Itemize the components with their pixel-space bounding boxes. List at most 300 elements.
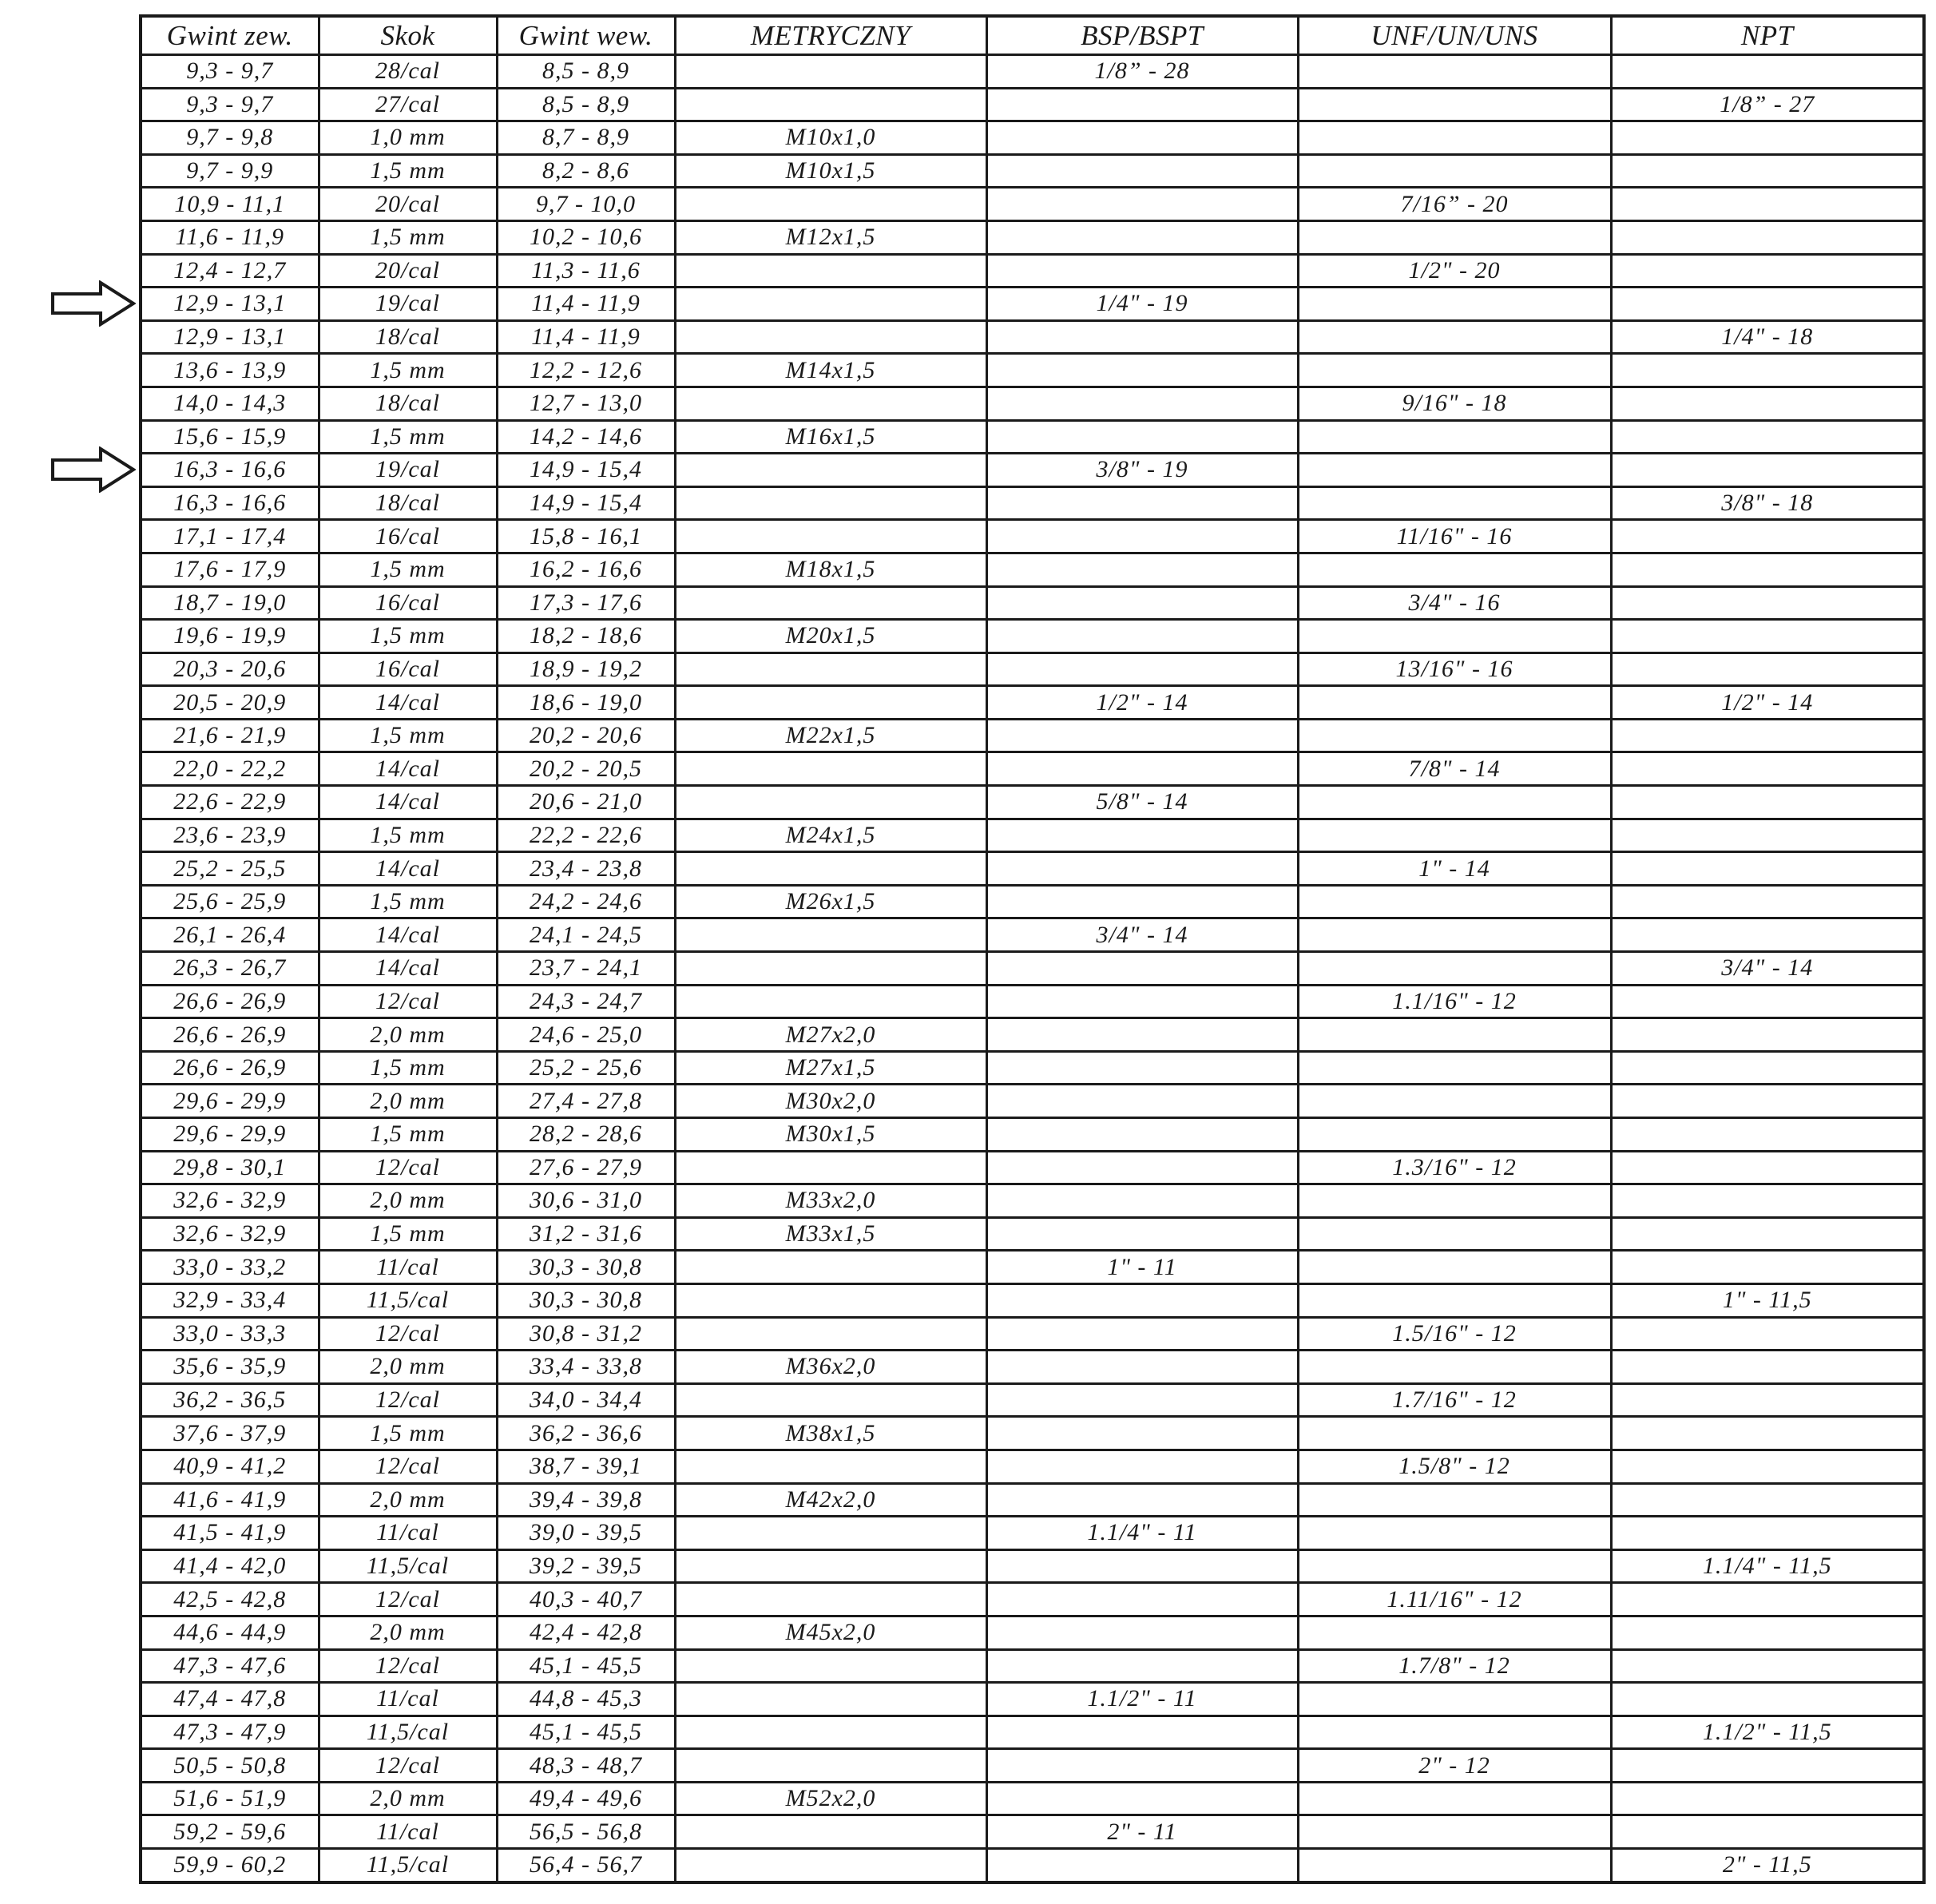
cell-unf-un-uns [1298,819,1611,852]
cell-unf-un-uns: 3/4" - 16 [1298,586,1611,620]
cell-metric [675,918,986,952]
cell-pitch: 14/cal [319,686,497,720]
cell-npt [1611,154,1924,188]
cell-external-thread: 40,9 - 41,2 [141,1450,319,1483]
cell-bsp-bspt [986,1383,1298,1417]
cell-metric [675,1317,986,1351]
table-row [141,586,1924,620]
cell-external-thread: 47,3 - 47,9 [141,1716,319,1749]
cell-unf-un-uns [1298,885,1611,918]
cell-pitch: 1,0 mm [319,121,497,155]
cell-bsp-bspt [986,1849,1298,1882]
table-row [141,88,1924,121]
cell-internal-thread: 49,4 - 49,6 [497,1782,675,1815]
table-row [141,819,1924,852]
cell-internal-thread: 12,2 - 12,6 [497,354,675,387]
cell-unf-un-uns: 1.1/16" - 12 [1298,985,1611,1018]
table-row [141,420,1924,454]
cell-unf-un-uns: 7/8" - 14 [1298,752,1611,786]
cell-unf-un-uns [1298,1085,1611,1118]
cell-external-thread: 44,6 - 44,9 [141,1616,319,1649]
cell-bsp-bspt [986,985,1298,1018]
cell-pitch: 20/cal [319,254,497,288]
cell-pitch: 1,5 mm [319,885,497,918]
cell-bsp-bspt [986,88,1298,121]
cell-pitch: 11,5/cal [319,1849,497,1882]
cell-internal-thread: 8,2 - 8,6 [497,154,675,188]
table-row [141,1749,1924,1783]
cell-unf-un-uns [1298,719,1611,752]
cell-pitch: 11,5/cal [319,1283,497,1317]
cell-npt [1611,620,1924,653]
cell-metric: M12x1,5 [675,220,986,254]
cell-bsp-bspt [986,1317,1298,1351]
cell-internal-thread: 30,6 - 31,0 [497,1184,675,1218]
table-row [141,1283,1924,1317]
cell-unf-un-uns [1298,1716,1611,1749]
cell-metric: M14x1,5 [675,354,986,387]
cell-metric [675,1283,986,1317]
cell-pitch: 1,5 mm [319,1417,497,1450]
cell-metric [675,1251,986,1284]
cell-internal-thread: 24,2 - 24,6 [497,885,675,918]
cell-unf-un-uns [1298,1616,1611,1649]
cell-internal-thread: 34,0 - 34,4 [497,1383,675,1417]
cell-bsp-bspt [986,188,1298,221]
cell-metric: M38x1,5 [675,1417,986,1450]
cell-metric [675,653,986,686]
table-row [141,1782,1924,1815]
cell-bsp-bspt [986,620,1298,653]
cell-external-thread: 20,5 - 20,9 [141,686,319,720]
cell-external-thread: 9,7 - 9,9 [141,154,319,188]
cell-npt [1611,1782,1924,1815]
cell-npt [1611,1217,1924,1251]
cell-internal-thread: 30,8 - 31,2 [497,1317,675,1351]
cell-pitch: 1,5 mm [319,553,497,586]
cell-npt [1611,188,1924,221]
cell-metric [675,686,986,720]
cell-internal-thread: 20,2 - 20,5 [497,752,675,786]
cell-metric: M20x1,5 [675,620,986,653]
cell-bsp-bspt [986,1283,1298,1317]
cell-bsp-bspt [986,719,1298,752]
cell-pitch: 2,0 mm [319,1184,497,1218]
cell-external-thread: 26,6 - 26,9 [141,1018,319,1052]
cell-unf-un-uns [1298,55,1611,89]
cell-internal-thread: 16,2 - 16,6 [497,553,675,586]
cell-internal-thread: 20,2 - 20,6 [497,719,675,752]
cell-external-thread: 19,6 - 19,9 [141,620,319,653]
cell-internal-thread: 24,6 - 25,0 [497,1018,675,1052]
cell-external-thread: 22,6 - 22,9 [141,786,319,819]
header-internal-thread: Gwint wew. [497,16,675,55]
cell-pitch: 1,5 mm [319,1217,497,1251]
table-row [141,1483,1924,1517]
header-metric: METRYCZNY [675,16,986,55]
cell-bsp-bspt [986,154,1298,188]
cell-unf-un-uns [1298,420,1611,454]
cell-external-thread: 9,3 - 9,7 [141,55,319,89]
cell-pitch: 27/cal [319,88,497,121]
cell-pitch: 14/cal [319,786,497,819]
cell-pitch: 12/cal [319,985,497,1018]
cell-unf-un-uns: 2" - 12 [1298,1749,1611,1783]
cell-internal-thread: 36,2 - 36,6 [497,1417,675,1450]
cell-external-thread: 25,2 - 25,5 [141,852,319,886]
cell-metric: M10x1,0 [675,121,986,155]
cell-external-thread: 41,4 - 42,0 [141,1549,319,1583]
cell-metric [675,188,986,221]
cell-npt [1611,1517,1924,1550]
cell-pitch: 16/cal [319,586,497,620]
table-row [141,1383,1924,1417]
cell-external-thread: 59,2 - 59,6 [141,1815,319,1849]
cell-internal-thread: 9,7 - 10,0 [497,188,675,221]
cell-unf-un-uns: 1" - 14 [1298,852,1611,886]
cell-metric: M45x2,0 [675,1616,986,1649]
cell-npt [1611,885,1924,918]
cell-bsp-bspt [986,520,1298,553]
cell-pitch: 1,5 mm [319,719,497,752]
cell-bsp-bspt [986,1151,1298,1184]
cell-npt [1611,520,1924,553]
table-row [141,1184,1924,1218]
cell-pitch: 2,0 mm [319,1483,497,1517]
cell-external-thread: 59,9 - 60,2 [141,1849,319,1882]
cell-internal-thread: 39,4 - 39,8 [497,1483,675,1517]
cell-npt [1611,786,1924,819]
cell-unf-un-uns [1298,1483,1611,1517]
cell-external-thread: 35,6 - 35,9 [141,1351,319,1384]
cell-pitch: 11/cal [319,1517,497,1550]
cell-unf-un-uns: 11/16" - 16 [1298,520,1611,553]
cell-external-thread: 21,6 - 21,9 [141,719,319,752]
cell-internal-thread: 56,5 - 56,8 [497,1815,675,1849]
cell-npt [1611,985,1924,1018]
cell-npt [1611,1450,1924,1483]
table-row [141,1583,1924,1616]
cell-npt [1611,1683,1924,1716]
cell-metric: M52x2,0 [675,1782,986,1815]
header-bsp-bspt: BSP/BSPT [986,16,1298,55]
cell-metric: M22x1,5 [675,719,986,752]
cell-metric: M10x1,5 [675,154,986,188]
cell-internal-thread: 40,3 - 40,7 [497,1583,675,1616]
table-row [141,387,1924,420]
cell-unf-un-uns: 1.11/16" - 12 [1298,1583,1611,1616]
cell-unf-un-uns [1298,154,1611,188]
table-row [141,1450,1924,1483]
cell-pitch: 18/cal [319,387,497,420]
cell-bsp-bspt: 2" - 11 [986,1815,1298,1849]
cell-pitch: 18/cal [319,486,497,520]
cell-external-thread: 16,3 - 16,6 [141,486,319,520]
cell-bsp-bspt [986,752,1298,786]
cell-metric: M27x1,5 [675,1051,986,1085]
cell-bsp-bspt: 1/4" - 19 [986,288,1298,321]
cell-external-thread: 25,6 - 25,9 [141,885,319,918]
cell-unf-un-uns [1298,1283,1611,1317]
cell-external-thread: 10,9 - 11,1 [141,188,319,221]
cell-internal-thread: 33,4 - 33,8 [497,1351,675,1384]
cell-internal-thread: 39,0 - 39,5 [497,1517,675,1550]
cell-unf-un-uns [1298,686,1611,720]
table-row [141,1217,1924,1251]
cell-unf-un-uns: 1/2" - 20 [1298,254,1611,288]
cell-npt [1611,1184,1924,1218]
table-row [141,952,1924,986]
right-arrow-outline-icon [51,280,136,327]
cell-pitch: 28/cal [319,55,497,89]
right-arrow-outline-icon [51,446,136,493]
cell-pitch: 11,5/cal [319,1549,497,1583]
cell-metric [675,985,986,1018]
cell-metric [675,254,986,288]
cell-metric [675,1683,986,1716]
cell-metric [675,786,986,819]
cell-npt [1611,354,1924,387]
table-row [141,520,1924,553]
cell-metric [675,55,986,89]
cell-pitch: 16/cal [319,520,497,553]
cell-npt [1611,752,1924,786]
cell-metric: M30x1,5 [675,1118,986,1152]
cell-bsp-bspt [986,420,1298,454]
cell-unf-un-uns [1298,320,1611,354]
cell-unf-un-uns [1298,1051,1611,1085]
cell-bsp-bspt [986,586,1298,620]
cell-bsp-bspt [986,1749,1298,1783]
cell-bsp-bspt [986,1583,1298,1616]
cell-internal-thread: 30,3 - 30,8 [497,1283,675,1317]
cell-external-thread: 9,3 - 9,7 [141,88,319,121]
cell-external-thread: 47,3 - 47,6 [141,1649,319,1683]
header-pitch: Skok [319,16,497,55]
cell-internal-thread: 15,8 - 16,1 [497,520,675,553]
cell-internal-thread: 18,9 - 19,2 [497,653,675,686]
cell-npt [1611,819,1924,852]
cell-metric [675,387,986,420]
cell-metric [675,952,986,986]
cell-bsp-bspt [986,1118,1298,1152]
cell-metric: M36x2,0 [675,1351,986,1384]
cell-internal-thread: 27,6 - 27,9 [497,1151,675,1184]
cell-pitch: 1,5 mm [319,620,497,653]
cell-unf-un-uns: 1.5/8" - 12 [1298,1450,1611,1483]
cell-external-thread: 9,7 - 9,8 [141,121,319,155]
cell-npt [1611,1383,1924,1417]
cell-pitch: 2,0 mm [319,1085,497,1118]
cell-npt [1611,1351,1924,1384]
table-row [141,1051,1924,1085]
cell-metric [675,752,986,786]
cell-metric [675,1716,986,1749]
table-row [141,1616,1924,1649]
cell-internal-thread: 14,2 - 14,6 [497,420,675,454]
cell-unf-un-uns [1298,1782,1611,1815]
cell-external-thread: 51,6 - 51,9 [141,1782,319,1815]
cell-pitch: 11,5/cal [319,1716,497,1749]
cell-internal-thread: 45,1 - 45,5 [497,1649,675,1683]
cell-bsp-bspt [986,354,1298,387]
cell-pitch: 1,5 mm [319,154,497,188]
thread-table-sheet [139,14,1926,1884]
cell-internal-thread: 14,9 - 15,4 [497,454,675,487]
table-row [141,1251,1924,1284]
cell-unf-un-uns [1298,1517,1611,1550]
cell-unf-un-uns [1298,1815,1611,1849]
cell-pitch: 2,0 mm [319,1782,497,1815]
cell-pitch: 2,0 mm [319,1616,497,1649]
cell-unf-un-uns [1298,1849,1611,1882]
cell-internal-thread: 42,4 - 42,8 [497,1616,675,1649]
cell-npt [1611,1118,1924,1152]
cell-metric [675,586,986,620]
cell-internal-thread: 20,6 - 21,0 [497,786,675,819]
cell-external-thread: 32,6 - 32,9 [141,1217,319,1251]
table-row [141,852,1924,886]
cell-internal-thread: 11,3 - 11,6 [497,254,675,288]
table-row [141,1417,1924,1450]
cell-metric [675,1749,986,1783]
table-row [141,1683,1924,1716]
table-row [141,354,1924,387]
cell-pitch: 1,5 mm [319,220,497,254]
cell-pitch: 1,5 mm [319,1051,497,1085]
cell-unf-un-uns [1298,220,1611,254]
cell-external-thread: 20,3 - 20,6 [141,653,319,686]
cell-bsp-bspt [986,1085,1298,1118]
table-row [141,1815,1924,1849]
cell-external-thread: 26,6 - 26,9 [141,985,319,1018]
cell-npt [1611,553,1924,586]
cell-npt: 1.1/2" - 11,5 [1611,1716,1924,1749]
table-row [141,486,1924,520]
cell-pitch: 1,5 mm [319,819,497,852]
cell-unf-un-uns [1298,1251,1611,1284]
cell-npt [1611,1649,1924,1683]
cell-bsp-bspt [986,1616,1298,1649]
cell-npt: 1.1/4" - 11,5 [1611,1549,1924,1583]
cell-external-thread: 15,6 - 15,9 [141,420,319,454]
cell-metric [675,1649,986,1683]
table-row [141,188,1924,221]
table-row [141,786,1924,819]
cell-external-thread: 14,0 - 14,3 [141,387,319,420]
cell-external-thread: 29,6 - 29,9 [141,1118,319,1152]
cell-bsp-bspt [986,220,1298,254]
cell-unf-un-uns [1298,354,1611,387]
table-row [141,752,1924,786]
cell-unf-un-uns [1298,553,1611,586]
cell-pitch: 11/cal [319,1815,497,1849]
cell-metric [675,520,986,553]
table-row [141,1085,1924,1118]
cell-external-thread: 13,6 - 13,9 [141,354,319,387]
cell-bsp-bspt: 3/4" - 14 [986,918,1298,952]
table-row [141,1716,1924,1749]
cell-npt [1611,1151,1924,1184]
cell-unf-un-uns [1298,288,1611,321]
cell-bsp-bspt: 1/2" - 14 [986,686,1298,720]
cell-external-thread: 41,5 - 41,9 [141,1517,319,1550]
cell-pitch: 1,5 mm [319,420,497,454]
cell-metric [675,486,986,520]
cell-npt [1611,719,1924,752]
cell-internal-thread: 24,3 - 24,7 [497,985,675,1018]
cell-internal-thread: 24,1 - 24,5 [497,918,675,952]
cell-internal-thread: 48,3 - 48,7 [497,1749,675,1783]
cell-external-thread: 32,6 - 32,9 [141,1184,319,1218]
table-row [141,1849,1924,1882]
cell-pitch: 20/cal [319,188,497,221]
header-external-thread: Gwint zew. [141,16,319,55]
cell-bsp-bspt [986,1649,1298,1683]
cell-unf-un-uns [1298,952,1611,986]
cell-pitch: 12/cal [319,1151,497,1184]
cell-external-thread: 47,4 - 47,8 [141,1683,319,1716]
cell-unf-un-uns [1298,918,1611,952]
cell-external-thread: 23,6 - 23,9 [141,819,319,852]
cell-metric [675,1450,986,1483]
cell-internal-thread: 8,7 - 8,9 [497,121,675,155]
cell-unf-un-uns [1298,1217,1611,1251]
table-row [141,288,1924,321]
table-row [141,686,1924,720]
thread-table [139,14,1926,1884]
cell-internal-thread: 23,4 - 23,8 [497,852,675,886]
cell-pitch: 14/cal [319,852,497,886]
cell-internal-thread: 8,5 - 8,9 [497,55,675,89]
cell-metric: M26x1,5 [675,885,986,918]
cell-npt [1611,1018,1924,1052]
cell-external-thread: 41,6 - 41,9 [141,1483,319,1517]
cell-unf-un-uns [1298,620,1611,653]
cell-npt [1611,852,1924,886]
header-row [141,16,1924,55]
cell-metric: M24x1,5 [675,819,986,852]
cell-npt [1611,121,1924,155]
cell-metric [675,1549,986,1583]
cell-pitch: 11/cal [319,1683,497,1716]
cell-npt: 3/4" - 14 [1611,952,1924,986]
cell-external-thread: 50,5 - 50,8 [141,1749,319,1783]
cell-npt [1611,1085,1924,1118]
cell-npt [1611,1051,1924,1085]
cell-unf-un-uns [1298,454,1611,487]
cell-bsp-bspt [986,1217,1298,1251]
cell-bsp-bspt [986,819,1298,852]
table-row [141,1151,1924,1184]
cell-external-thread: 42,5 - 42,8 [141,1583,319,1616]
cell-bsp-bspt [986,486,1298,520]
cell-bsp-bspt: 3/8" - 19 [986,454,1298,487]
cell-external-thread: 29,6 - 29,9 [141,1085,319,1118]
cell-internal-thread: 56,4 - 56,7 [497,1849,675,1882]
cell-internal-thread: 18,2 - 18,6 [497,620,675,653]
cell-pitch: 14/cal [319,952,497,986]
cell-external-thread: 36,2 - 36,5 [141,1383,319,1417]
cell-bsp-bspt [986,1184,1298,1218]
cell-external-thread: 12,9 - 13,1 [141,288,319,321]
cell-pitch: 12/cal [319,1383,497,1417]
cell-pitch: 14/cal [319,918,497,952]
cell-external-thread: 12,9 - 13,1 [141,320,319,354]
cell-npt: 1/8” - 27 [1611,88,1924,121]
cell-internal-thread: 27,4 - 27,8 [497,1085,675,1118]
cell-metric [675,1815,986,1849]
